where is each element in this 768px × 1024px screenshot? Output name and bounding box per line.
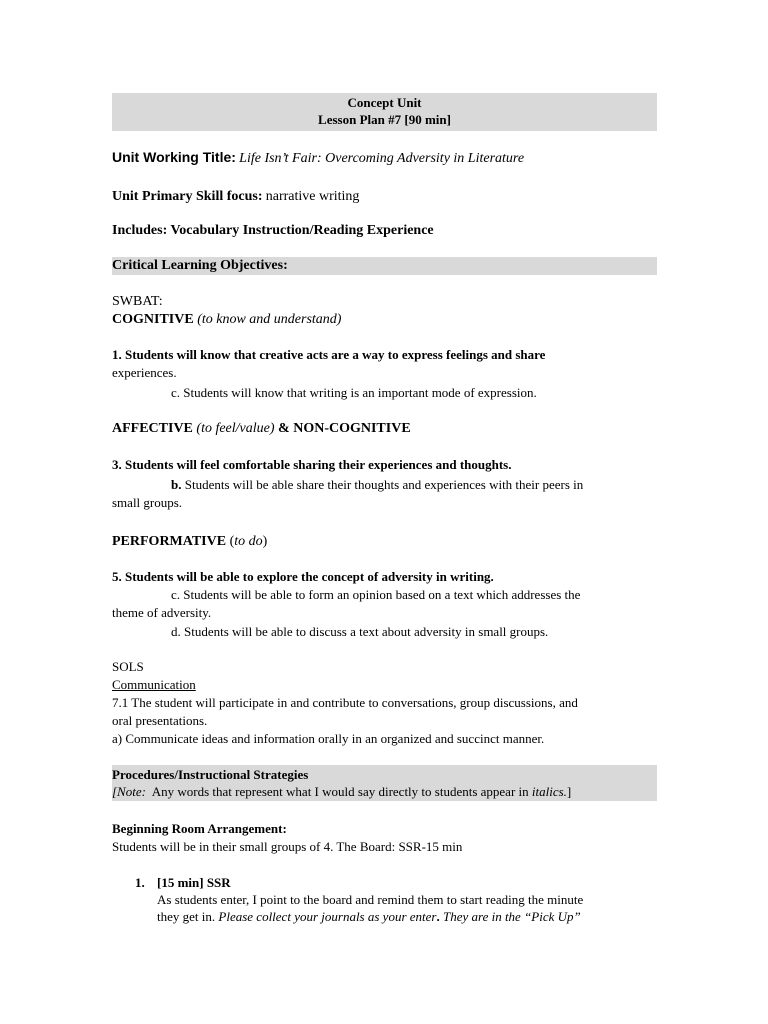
procedures-note: [112, 783, 657, 800]
swbat-label: SWBAT:: [112, 294, 163, 309]
affective-heading: [112, 420, 657, 437]
unit-title-value: Life Isn’t Fair: Overcoming Adversity in Literature: [239, 151, 525, 166]
cognitive-note: (to know and understand): [197, 312, 342, 327]
unit-title-label: Unit Working Title:: [112, 149, 236, 165]
performative-note: to do: [234, 534, 263, 549]
objective-3b: [112, 476, 716, 493]
performative-paren-open: (: [229, 534, 235, 549]
procedures-box: [112, 765, 657, 801]
affective-note: (to feel/value): [196, 421, 275, 436]
performative-label: PERFORMATIVE: [112, 534, 227, 549]
sols-label: SOLS: [112, 659, 144, 674]
step-1-line1: As students enter, I point to the board and remind them to start reading the minute: [157, 892, 584, 907]
objective-5: 5. Students will be able to explore the concept of adversity in writing.: [112, 569, 494, 584]
header-unit-line: Concept Unit: [347, 95, 422, 110]
objective-3b-text: Students will be able share their thoughts and experiences with their peers in: [184, 477, 584, 492]
cognitive-label: COGNITIVE: [112, 312, 194, 327]
note-close-bracket: ]: [566, 784, 572, 799]
objective-5c-cont: theme of adversity.: [112, 605, 212, 620]
step-1-line2: [157, 908, 702, 925]
step-1-line2-plain: they get in.: [157, 909, 219, 924]
skill-focus-value: narrative writing: [265, 189, 360, 204]
objective-5c: c. Students will be able to form an opinion based on a text which addresses the: [171, 587, 581, 602]
step-1-number: 1.: [135, 875, 145, 890]
objective-3b-cont: small groups.: [112, 495, 183, 510]
performative-heading: [112, 533, 657, 550]
sols-standard-a: a) Communicate ideas and information orally in an organized and succinct manner.: [112, 731, 545, 746]
skill-focus-label: Unit Primary Skill focus:: [112, 189, 263, 204]
objective-1c: c. Students will know that writing is an important mode of expression.: [171, 385, 537, 400]
procedures-heading: Procedures/Instructional Strategies: [112, 767, 309, 782]
arrangement-text: Students will be in their small groups of 4. The Board: SSR-15 min: [112, 839, 463, 854]
affective-label: AFFECTIVE: [112, 421, 193, 436]
sols-standard-line2: oral presentations.: [112, 713, 208, 728]
note-prefix: [Note:: [112, 784, 146, 799]
header-lesson-line: Lesson Plan #7 [90 min]: [318, 112, 451, 127]
arrangement-heading: Beginning Room Arrangement:: [112, 821, 287, 836]
objective-1: 1. Students will know that creative acts are a way to express feelings and share: [112, 347, 546, 362]
step-1-line2-italic: Please collect your journals as your enter: [218, 909, 437, 924]
note-italics-word: italics.: [531, 784, 567, 799]
step-1-line2-period: .: [436, 909, 440, 924]
includes-line: Includes: Vocabulary Instruction/Reading Experience: [112, 223, 434, 238]
affective-label2: & NON-COGNITIVE: [278, 421, 411, 436]
sols-communication: Communication: [112, 677, 196, 692]
step-1: [112, 874, 702, 925]
objective-5d: d. Students will be able to discuss a text about adversity in small groups.: [171, 624, 549, 639]
objective-3b-letter: b.: [171, 477, 182, 492]
cognitive-heading: [112, 311, 657, 328]
performative-paren-close: ): [262, 534, 268, 549]
note-text: Any words that represent what I would say directly to students appear in: [145, 784, 532, 799]
objective-1-rest: experiences.: [112, 365, 177, 380]
objectives-heading: Critical Learning Objectives:: [112, 257, 657, 275]
unit-working-title: [112, 148, 657, 168]
step-1-line2-italic2: They are in the “Pick Up”: [439, 909, 581, 924]
objective-3: 3. Students will feel comfortable sharing their experiences and thoughts.: [112, 457, 512, 472]
skill-focus: [112, 187, 657, 206]
sols-standard-line1: 7.1 The student will participate in and contribute to conversations, group discussions, and: [112, 695, 578, 710]
lesson-header-box: [112, 93, 657, 131]
step-1-title: [15 min] SSR: [157, 875, 231, 890]
